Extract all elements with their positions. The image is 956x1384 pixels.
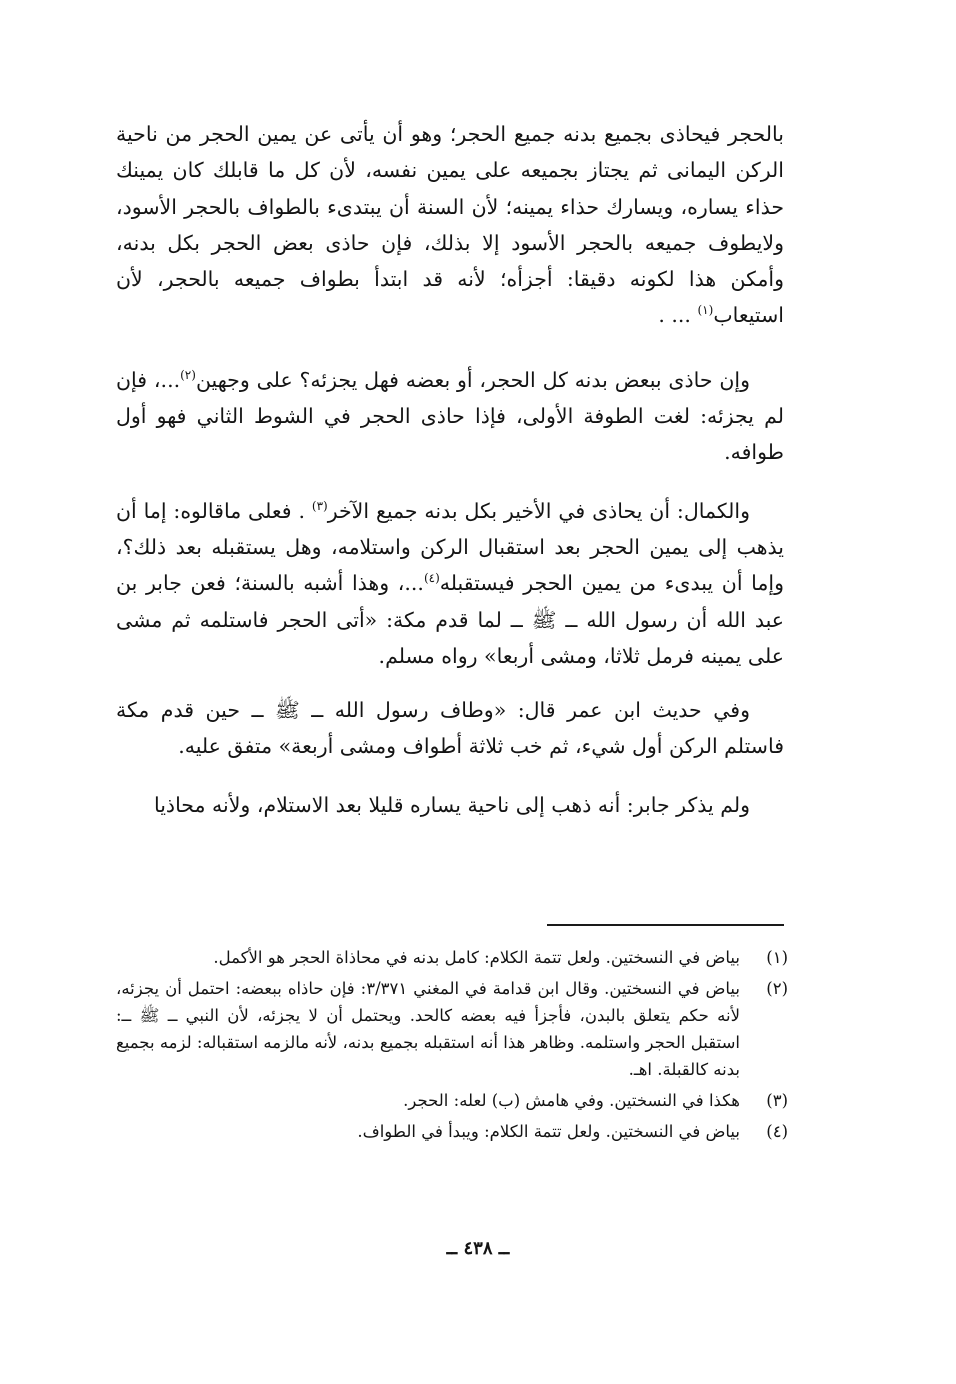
paragraph-3-text-b: . فعلى ماقالوه: إما أن يذهب إلى يمين الحجر بعد استقبال الركن واستلامه، وهل يستقبله بعد ذلك؟، وإما أن يبدىء من يمين الحجر فيستقبله — [116, 498, 784, 596]
main-text — [116, 116, 784, 823]
footnote-separator — [547, 924, 784, 926]
footnote-2 — [116, 975, 788, 1083]
footnote-1 — [116, 944, 788, 971]
footnote-4 — [116, 1118, 788, 1145]
paragraph-2 — [116, 362, 784, 471]
footnote-text: بياض في النسختين. ولعل تتمة الكلام: ويبدأ في الطواف. — [357, 1122, 740, 1141]
footnote-ref-3: (٣) — [311, 498, 328, 513]
paragraph-2-text-b: ...، فإن لم يجزئه: لغت الطوفة الأولى، فإذا حاذى الحجر في الشوط الثاني فهو أول طوافه. — [116, 367, 784, 465]
footnote-ref-4: (٤) — [423, 571, 440, 586]
paragraph-3-text-a: والكمال: أن يحاذى في الأخير بكل بدنه جميع الآخر — [327, 498, 750, 523]
footnote-number: (٢) — [766, 979, 788, 998]
paragraph-1-text: بالحجر فيحاذى بجميع بدنه جميع الحجر؛ وهو أن يأتى عن يمين الحجر من ناحية الركن اليمانى ثم يجتاز بجميعه على يمين نفسه، لأن كل ما قابلك كان يمينك حذاء يساره، ويسارك حذاء يمينه؛ لأن السنة أن يبتدىء بالطواف بالحجر الأسود، ولايطوف جميعه بالحجر الأسود إلا بذلك، فإن حاذى بعض الحجر بكل بدنه، وأمكن هذا لكونه دقيقا: أجزأه؛ لأنه قد ابتدأ بطواف جميعه بالحجر، لأن استيعاب — [116, 122, 784, 328]
paragraph-3-text-c: ...، وهذا أشبه بالسنة؛ فعن جابر بن عبد الله أن رسول الله ــ ﷺ ــ لما قدم مكة: «أتى الحجر فاستلمه ثم مشى على يمينه فرمل ثلاثا، ومشى أربعا» رواه مسلم. — [116, 571, 784, 668]
page-number: ــ ٤٣٨ ــ — [446, 1238, 510, 1259]
paragraph-1 — [116, 116, 784, 334]
paragraph-3 — [116, 493, 784, 674]
footnote-text: هكذا في النسختين. وفي هامش (ب) لعله: الحجر. — [403, 1091, 740, 1110]
footnote-text: بياض في النسختين. وقال ابن قدامة في المغني ٣/٣٧١: فإن حاذاه ببعضه: احتمل أن يجزئه، لأنه حكم يتعلق بالبدن، فأجزأ فيه بعضه كالحد. ويحتمل أن لا يجزئه، لأن النبي ــ ﷺ ــ: استقبل الحجر واستلمه. وظاهر هذا أنه استقبله بجميع بدنه، لأنه مالزمه استقباله: لزمه بجميع بدنه كالقبلة. اهـ. — [116, 979, 740, 1079]
footnote-number: (٤) — [766, 1122, 788, 1141]
footnote-ref-2: (٢) — [180, 367, 196, 382]
footnote-ref-1: (١) — [697, 303, 714, 318]
paragraph-4: وفي حديث ابن عمر قال: «وطاف رسول الله ــ ﷺ ــ حين قدم مكة فاستلم الركن أول شيء، ثم خب ثلاثة أطواف ومشى أربعة» متفق عليه. — [116, 698, 784, 759]
footnote-number: (٣) — [766, 1091, 788, 1110]
footnote-text: بياض في النسختين. ولعل تتمة الكلام: كامل بدنه في محاذاة الحجر هو الأكمل. — [213, 948, 740, 967]
paragraph-2-text-a: وإن حاذى ببعض بدنه كل الحجر، أو بعضه فهل يجزئه؟ على وجهين — [195, 367, 750, 392]
footnote-3 — [116, 1087, 788, 1114]
paragraph-1-tail: ... . — [658, 303, 691, 328]
paragraph-5: ولم يذكر جابر: أنه ذهب إلى ناحية يساره قليلا بعد الاستلام، ولأنه محاذيا — [153, 792, 750, 817]
footnotes — [116, 944, 788, 1149]
footnote-number: (١) — [766, 948, 788, 967]
